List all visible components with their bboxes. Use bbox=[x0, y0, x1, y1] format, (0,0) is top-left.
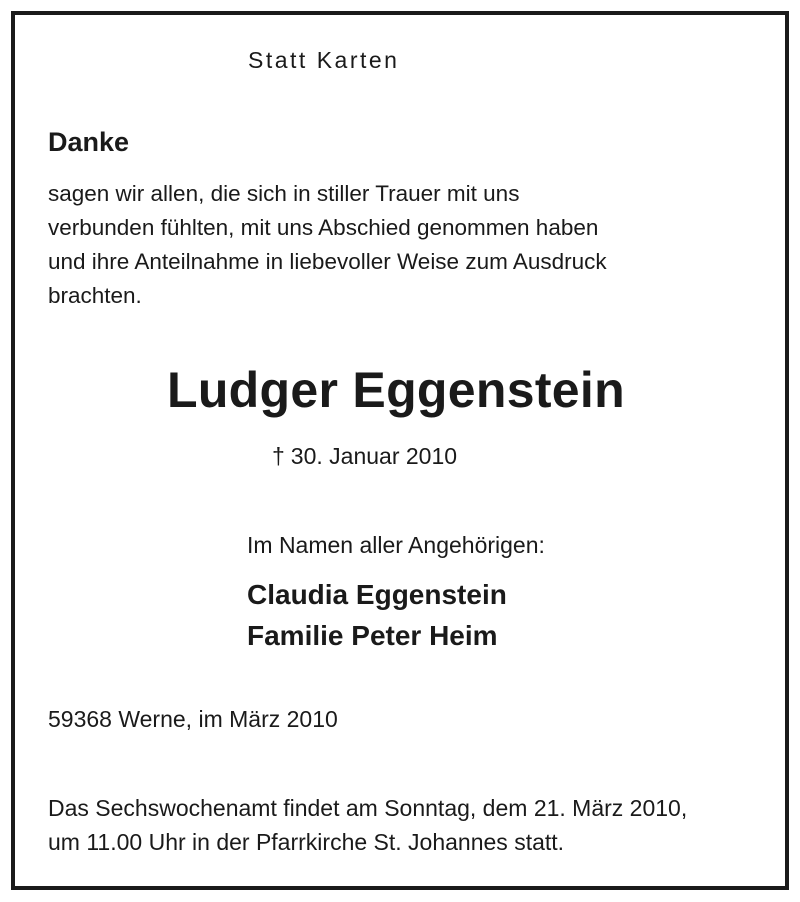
thanks-paragraph bbox=[48, 177, 748, 313]
deceased-name: Ludger Eggenstein bbox=[167, 362, 625, 418]
service-notice bbox=[48, 791, 687, 859]
family-intro: Im Namen aller Angehörigen: bbox=[247, 532, 545, 558]
thanks-heading: Danke bbox=[48, 127, 130, 157]
family-names bbox=[247, 574, 507, 656]
family-name: Claudia Eggenstein bbox=[247, 579, 507, 610]
statt-karten-label: Statt Karten bbox=[248, 47, 400, 73]
cross-icon: † bbox=[272, 443, 285, 469]
death-date-line bbox=[272, 443, 457, 470]
service-notice-line: Das Sechswochenamt findet am Sonntag, dem 21. März 2010, bbox=[48, 795, 688, 821]
place-date: 59368 Werne, im März 2010 bbox=[48, 706, 338, 732]
service-notice-line: um 11.00 Uhr in der Pfarrkirche St. Johannes statt. bbox=[48, 829, 565, 855]
family-name: Familie Peter Heim bbox=[247, 620, 498, 651]
thanks-line: sagen wir allen, die sich in stiller Trauer mit uns bbox=[48, 181, 520, 206]
death-date: 30. Januar 2010 bbox=[290, 443, 458, 469]
thanks-line: brachten. bbox=[48, 283, 142, 308]
obituary-frame bbox=[11, 11, 789, 890]
thanks-line: verbunden fühlten, mit uns Abschied genommen haben bbox=[48, 215, 599, 240]
thanks-line: und ihre Anteilnahme in liebevoller Weise zum Ausdruck bbox=[48, 249, 607, 274]
